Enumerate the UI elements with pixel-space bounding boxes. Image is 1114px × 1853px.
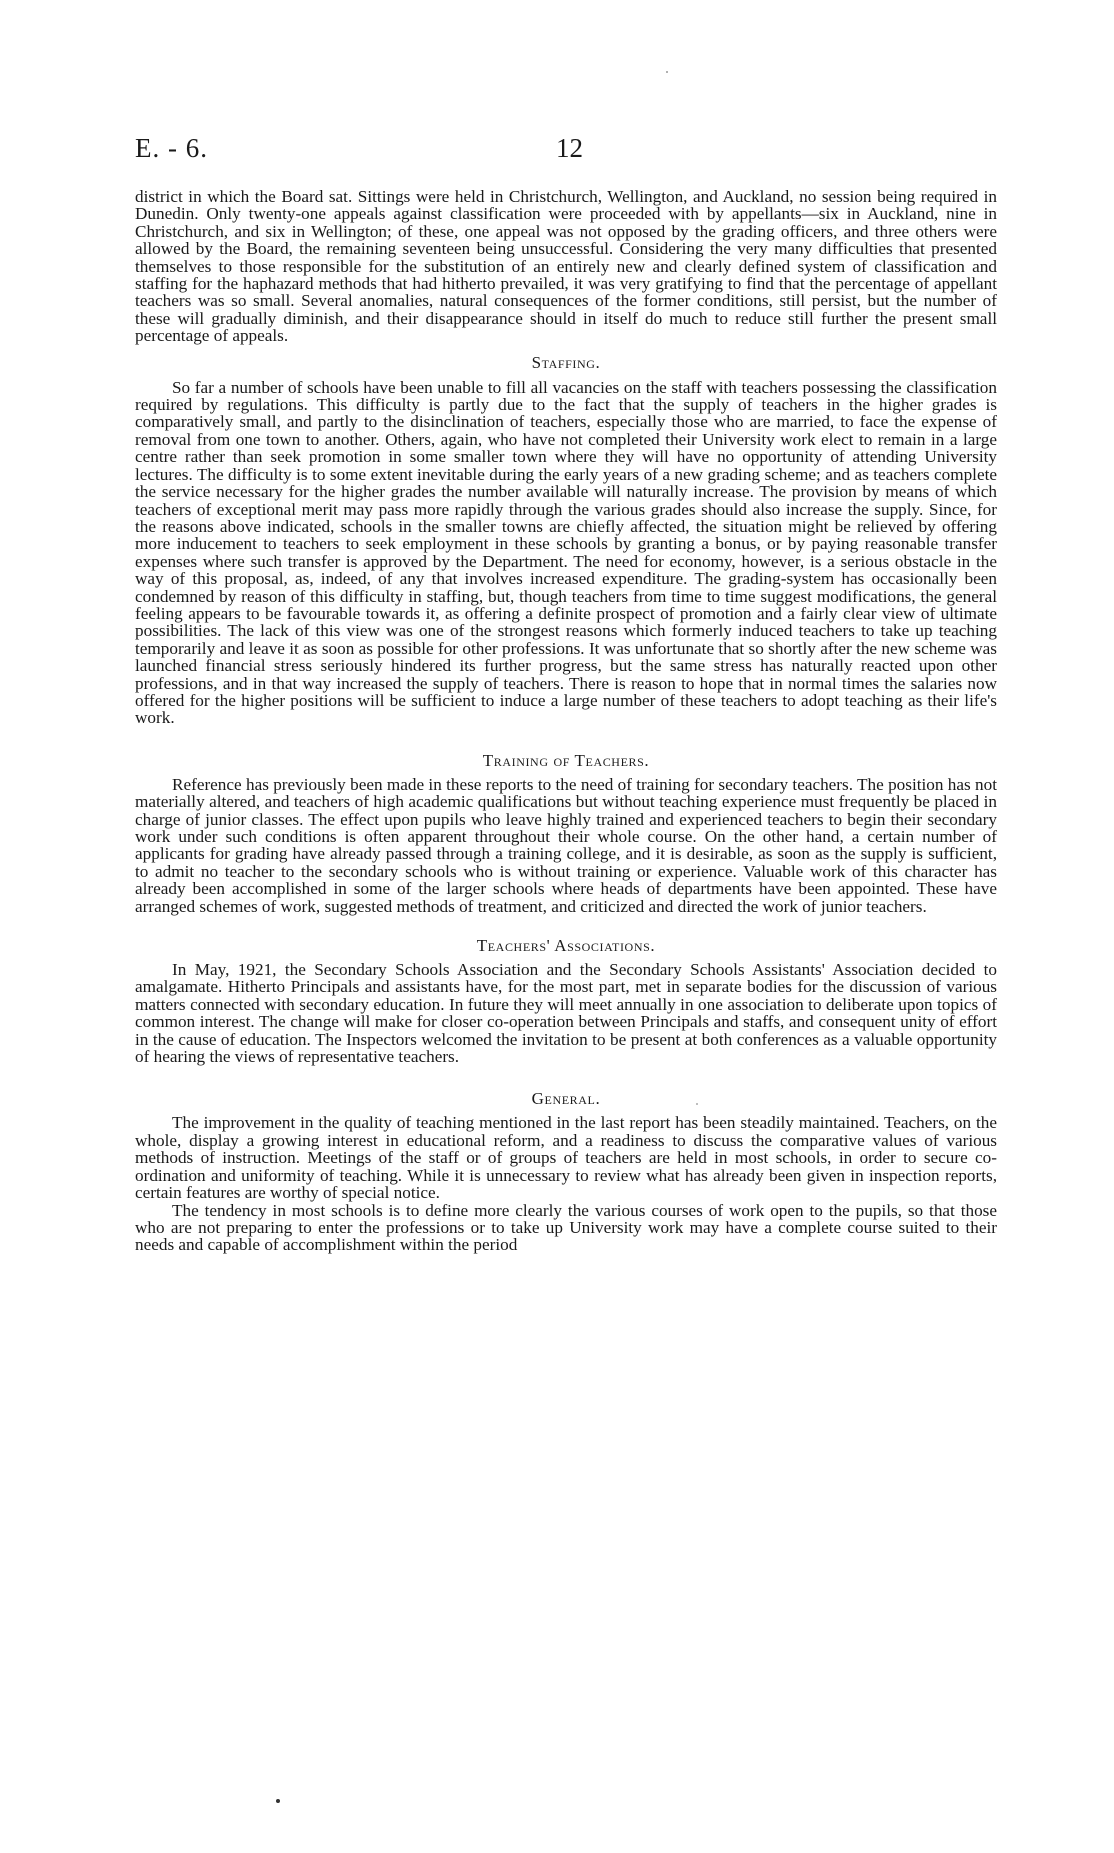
- section-heading-general: General.: [531, 1089, 601, 1109]
- ink-speck: [696, 1103, 698, 1105]
- general-paragraph-1: The improvement in the quality of teaching mentioned in the last report has been steadily maintained. Teachers, on the whole, display a growing interest in educational reform, and a readiness to discuss the comparative values of various methods of instruction. Meetings of the staff or of groups of teachers are held in most schools, in order to secure co-ordination and uniformity of teaching. While it is unnecessary to review what has already been given in inspection reports, certain features are worthy of special notice.: [135, 1113, 997, 1203]
- ink-speck: [276, 1799, 280, 1803]
- intro-paragraph: district in which the Board sat. Sittings were held in Christchurch, Wellington, and Auckland, no session being required in Dunedin. Only twenty-one appeals against classification were proceeded with by appellants—six in Auckland, nine in Christchurch, and six in Wellington; of these, one appeal was not opposed by the grading officers, and three others were allowed by the Board, the remaining seventeen being unsuccessful. Considering the very many difficulties that presented themselves to those responsible for the substitution of an entirely new and clearly defined system of classification and staffing for the haphazard methods that had hitherto prevailed, it was very gratifying to find that the percentage of appellant teachers was so small. Several anomalies, natural consequences of the former conditions, still persist, but the number of these will gradually diminish, and their disappearance should in itself do much to reduce still further the present small percentage of appeals.: [135, 187, 997, 346]
- staffing-paragraph: So far a number of schools have been unable to fill all vacancies on the staff with teachers possessing the classification required by regulations. This difficulty is partly due to the fact that the supply of teachers in the higher grades is comparatively small, and partly to the disinclination of teachers, especially those who are married, to face the expense of removal from one town to another. Others, again, who have not completed their University work elect to remain in a large centre rather than seek promotion in some smaller town where they will have no opportunity of attending University lectures. The difficulty is to some extent inevitable during the early years of a new grading scheme; and as teachers complete the service necessary for the higher grades the number available will naturally increase. The provision by means of which teachers of exceptional merit may pass more rapidly through the various grades should also increase the supply. Since, for the reasons above indicated, schools in the smaller towns are chiefly affected, the situation might be relieved by offering more inducement to teachers to seek employment in these schools by granting a bonus, or by paying reasonable transfer expenses where such transfer is approved by the Department. The need for economy, however, is a serious obstacle in the way of this proposal, as, indeed, of any that involves increased expenditure. The grading-system has occasionally been condemned by reason of this difficulty in staffing, but, though teachers from time to time suggest modifications, the general feeling appears to be favourable towards it, as offering a definite prospect of promotion and a fairly clear view of ultimate possibilities. The lack of this view was one of the strongest reasons which formerly induced teachers to take up teaching temporarily and leave it as soon as possible for other professions. It was unfortunate that so shortly after the new scheme was launched financial stress seriously hindered its further progress, but the same stress has naturally reacted upon other professions, and in that way increased the supply of teachers. There is reason to hope that in normal times the salaries now offered for the higher positions will be sufficient to induce a large number of these teachers to adopt teaching as their life's work.: [135, 377, 997, 728]
- page-number: 12: [556, 133, 583, 163]
- associations-paragraph: In May, 1921, the Secondary Schools Association and the Secondary Schools Assistants' Association decided to amalgamate. Hitherto Principals and assistants have, for the most part, met in separate bodies for the discussion of various matters connected with secondary education. In future they will meet annually in one association to deliberate upon topics of common interest. The change will make for closer co-operation between Principals and staffs, and consequent unity of effort in the cause of education. The Inspectors welcomed the invitation to be present at both conferences as a valuable opportunity of hearing the views of representative teachers.: [135, 960, 997, 1067]
- section-heading-training: Training of Teachers.: [482, 750, 650, 770]
- section-heading-associations: Teachers' Associations.: [476, 936, 656, 956]
- report-code: E. - 6.: [135, 133, 208, 163]
- ink-speck: [666, 71, 668, 73]
- training-paragraph: Reference has previously been made in these reports to the need of training for secondary teachers. The position has not materially altered, and teachers of high academic qualifications but without teaching experience must frequently be placed in charge of junior classes. The effect upon pupils who leave highly trained and experienced teachers to begin their secondary work under such conditions is often apparent throughout their whole course. On the other hand, a certain number of applicants for grading have already passed through a training college, and it is desirable, as soon as the supply is sufficient, to admit no teacher to the secondary schools who is without training or experience. Valuable work of this character has already been accomplished in some of the larger schools where heads of departments have been appointed. These have arranged schemes of work, suggested methods of treatment, and criticized and directed the work of junior teachers.: [135, 774, 997, 916]
- page-body: [135, 188, 997, 1254]
- general-paragraph-2: The tendency in most schools is to define more clearly the various courses of work open to the pupils, so that those who are not preparing to enter the professions or to take up University work may have a complete course suited to their needs and capable of accomplishment within the period: [135, 1200, 997, 1255]
- section-heading-staffing: Staffing.: [531, 352, 601, 372]
